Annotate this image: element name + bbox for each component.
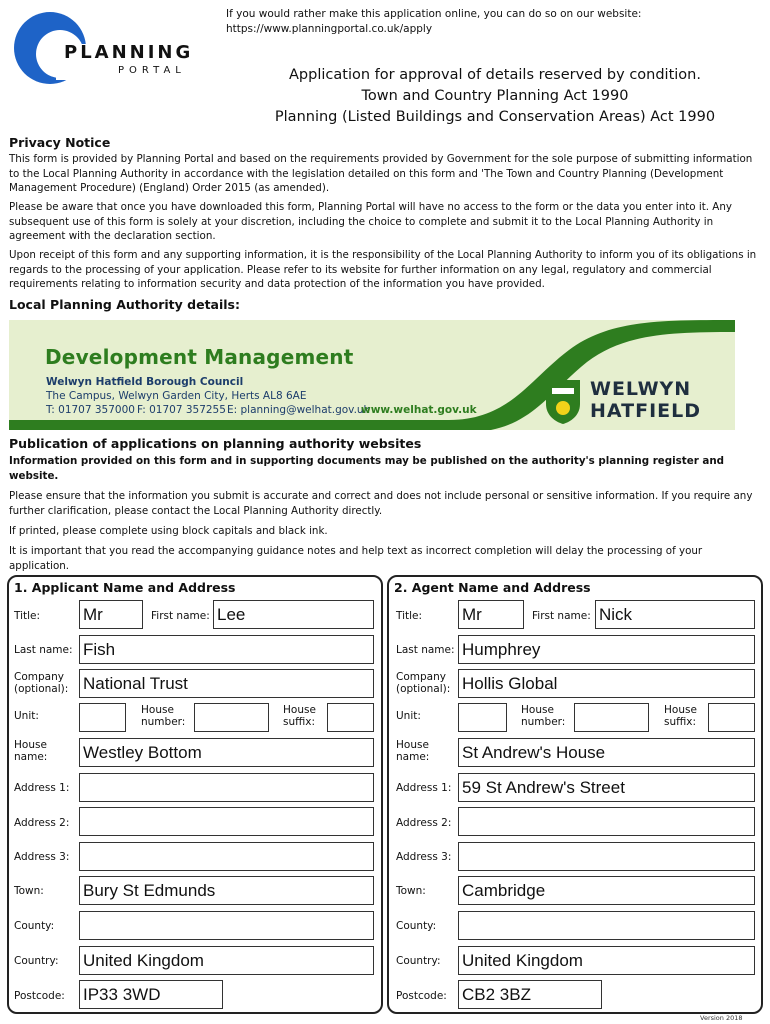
label-house-name: House bbox=[396, 739, 429, 751]
agent-house-suffix-field[interactable] bbox=[708, 703, 755, 732]
agent-house-number-field[interactable] bbox=[574, 703, 649, 732]
council-email[interactable]: E: planning@welhat.gov.uk bbox=[227, 404, 370, 416]
logo-word-planning: PLANNING bbox=[64, 42, 194, 63]
applicant-address2-field[interactable] bbox=[79, 807, 374, 836]
label-first-name: First name: bbox=[532, 610, 591, 622]
label-title: Title: bbox=[14, 610, 41, 622]
applicant-unit-field[interactable] bbox=[79, 703, 126, 732]
label-house-number-2: number: bbox=[141, 716, 186, 728]
council-name: Welwyn Hatfield Borough Council bbox=[46, 376, 244, 388]
label-country: Country: bbox=[396, 955, 441, 967]
welwyn-hatfield-logo bbox=[540, 374, 720, 426]
wh-word-hatfield: HATFIELD bbox=[590, 400, 701, 422]
applicant-house-suffix-field[interactable] bbox=[327, 703, 374, 732]
label-house-number: House bbox=[141, 704, 174, 716]
applicant-last-name-field[interactable]: Fish bbox=[79, 635, 374, 664]
label-county: County: bbox=[14, 920, 55, 932]
label-postcode: Postcode: bbox=[396, 990, 447, 1002]
label-town: Town: bbox=[396, 885, 426, 897]
label-last-name: Last name: bbox=[396, 644, 455, 656]
crest-icon bbox=[544, 378, 582, 424]
label-county: County: bbox=[396, 920, 437, 932]
dm-title: Development Management bbox=[45, 345, 354, 369]
label-unit: Unit: bbox=[14, 710, 39, 722]
agent-postcode-field[interactable]: CB2 3BZ bbox=[458, 980, 602, 1009]
planning-portal-logo bbox=[8, 10, 198, 90]
version-label: Version 2018 bbox=[700, 1014, 743, 1022]
agent-address2-field[interactable] bbox=[458, 807, 755, 836]
council-fax: F: 01707 357255 bbox=[137, 404, 226, 416]
form-title-line1: Application for approval of details reserved by condition. bbox=[289, 67, 701, 83]
applicant-postcode-field[interactable]: IP33 3WD bbox=[79, 980, 223, 1009]
council-address: The Campus, Welwyn Garden City, Herts AL8 6AE bbox=[46, 390, 307, 402]
privacy-para3: Upon receipt of this form and any supporting information, it is the responsibility of the Local Planning Authority to inform you of its obligations in regards to the processing of your application. Please refer to its website for further information on any legal, regulatory and commercial requirements relating to information security and data protection of the information you have provided. bbox=[9, 249, 757, 290]
agent-company-field[interactable]: Hollis Global bbox=[458, 669, 755, 698]
council-tel: T: 01707 357000 bbox=[46, 404, 135, 416]
publication-para2: If printed, please complete using block capitals and black ink. bbox=[9, 525, 328, 537]
applicant-country-field[interactable]: United Kingdom bbox=[79, 946, 374, 975]
agent-heading: 2. Agent Name and Address bbox=[394, 580, 591, 595]
publication-para3: It is important that you read the accompanying guidance notes and help text as incorrect completion will delay the processing of your application. bbox=[9, 545, 703, 572]
applicant-house-name-field[interactable]: Westley Bottom bbox=[79, 738, 374, 767]
applicant-company-field[interactable]: National Trust bbox=[79, 669, 374, 698]
agent-address3-field[interactable] bbox=[458, 842, 755, 871]
form-title-line3: Planning (Listed Buildings and Conservation Areas) Act 1990 bbox=[274, 109, 716, 125]
label-company-optional: (optional): bbox=[14, 683, 69, 695]
label-company-optional: (optional): bbox=[396, 683, 451, 695]
label-house-name-2: name: bbox=[14, 751, 48, 763]
label-house-suffix: House bbox=[283, 704, 316, 716]
label-address3: Address 3: bbox=[14, 851, 70, 863]
wh-word-welwyn: WELWYN bbox=[590, 378, 692, 400]
privacy-para1: This form is provided by Planning Portal and based on the requirements provided by Government for the sole purpose of submitting information to the Local Planning Authority in accordance with the legislation detailed on this form and 'The Town and Country Planning (Development Management Procedure) (England) Order 2015 (as amended). bbox=[9, 153, 753, 194]
agent-house-name-field[interactable]: St Andrew's House bbox=[458, 738, 755, 767]
label-last-name: Last name: bbox=[14, 644, 73, 656]
applicant-address1-field[interactable] bbox=[79, 773, 374, 802]
agent-unit-field[interactable] bbox=[458, 703, 507, 732]
privacy-heading: Privacy Notice bbox=[9, 135, 111, 150]
label-postcode: Postcode: bbox=[14, 990, 65, 1002]
label-address3: Address 3: bbox=[396, 851, 452, 863]
applicant-heading: 1. Applicant Name and Address bbox=[14, 580, 236, 595]
applicant-address3-field[interactable] bbox=[79, 842, 374, 871]
label-first-name: First name: bbox=[151, 610, 210, 622]
publication-bold-note: Information provided on this form and in supporting documents may be published on the authority's planning register and website. bbox=[9, 455, 725, 482]
label-house-suffix-2: suffix: bbox=[664, 716, 697, 728]
label-house-name-2: name: bbox=[396, 751, 430, 763]
applicant-county-field[interactable] bbox=[79, 911, 374, 940]
online-url[interactable]: https://www.planningportal.co.uk/apply bbox=[226, 23, 433, 35]
label-title: Title: bbox=[396, 610, 423, 622]
applicant-panel bbox=[7, 575, 383, 1014]
label-house-number-2: number: bbox=[521, 716, 566, 728]
label-address1: Address 1: bbox=[14, 782, 70, 794]
agent-title-field[interactable]: Mr bbox=[458, 600, 524, 629]
label-town: Town: bbox=[14, 885, 44, 897]
lpa-heading: Local Planning Authority details: bbox=[9, 297, 240, 312]
agent-panel bbox=[387, 575, 763, 1014]
label-address2: Address 2: bbox=[14, 817, 70, 829]
label-unit: Unit: bbox=[396, 710, 421, 722]
agent-first-name-field[interactable]: Nick bbox=[595, 600, 755, 629]
label-house-number: House bbox=[521, 704, 554, 716]
agent-address1-field[interactable]: 59 St Andrew's Street bbox=[458, 773, 755, 802]
agent-town-field[interactable]: Cambridge bbox=[458, 876, 755, 905]
agent-county-field[interactable] bbox=[458, 911, 755, 940]
applicant-house-number-field[interactable] bbox=[194, 703, 269, 732]
label-house-suffix-2: suffix: bbox=[283, 716, 316, 728]
applicant-first-name-field[interactable]: Lee bbox=[213, 600, 374, 629]
online-note: If you would rather make this application online, you can do so on our website: bbox=[226, 8, 642, 20]
publication-heading: Publication of applications on planning authority websites bbox=[9, 436, 422, 451]
council-web[interactable]: www.welhat.gov.uk bbox=[361, 404, 477, 416]
label-company: Company bbox=[396, 671, 446, 683]
privacy-para2: Please be aware that once you have downloaded this form, Planning Portal will have no access to the form or the data you enter into it. Any subsequent use of this form is solely at your discretion, including the choice to complete and submit it to the Local Planning Authority in agreement with the declaration section. bbox=[9, 201, 732, 242]
publication-para1: Please ensure that the information you submit is accurate and correct and does not include personal or sensitive information. If you require any further clarification, please contact the Local Planning Authority directly. bbox=[9, 490, 753, 517]
label-address2: Address 2: bbox=[396, 817, 452, 829]
applicant-town-field[interactable]: Bury St Edmunds bbox=[79, 876, 374, 905]
applicant-title-field[interactable]: Mr bbox=[79, 600, 143, 629]
agent-country-field[interactable]: United Kingdom bbox=[458, 946, 755, 975]
form-title-line2: Town and Country Planning Act 1990 bbox=[361, 88, 629, 104]
label-house-suffix: House bbox=[664, 704, 697, 716]
label-house-name: House bbox=[14, 739, 47, 751]
logo-word-portal: PORTAL bbox=[118, 65, 186, 76]
agent-last-name-field[interactable]: Humphrey bbox=[458, 635, 755, 664]
label-company: Company bbox=[14, 671, 64, 683]
label-address1: Address 1: bbox=[396, 782, 452, 794]
label-country: Country: bbox=[14, 955, 59, 967]
